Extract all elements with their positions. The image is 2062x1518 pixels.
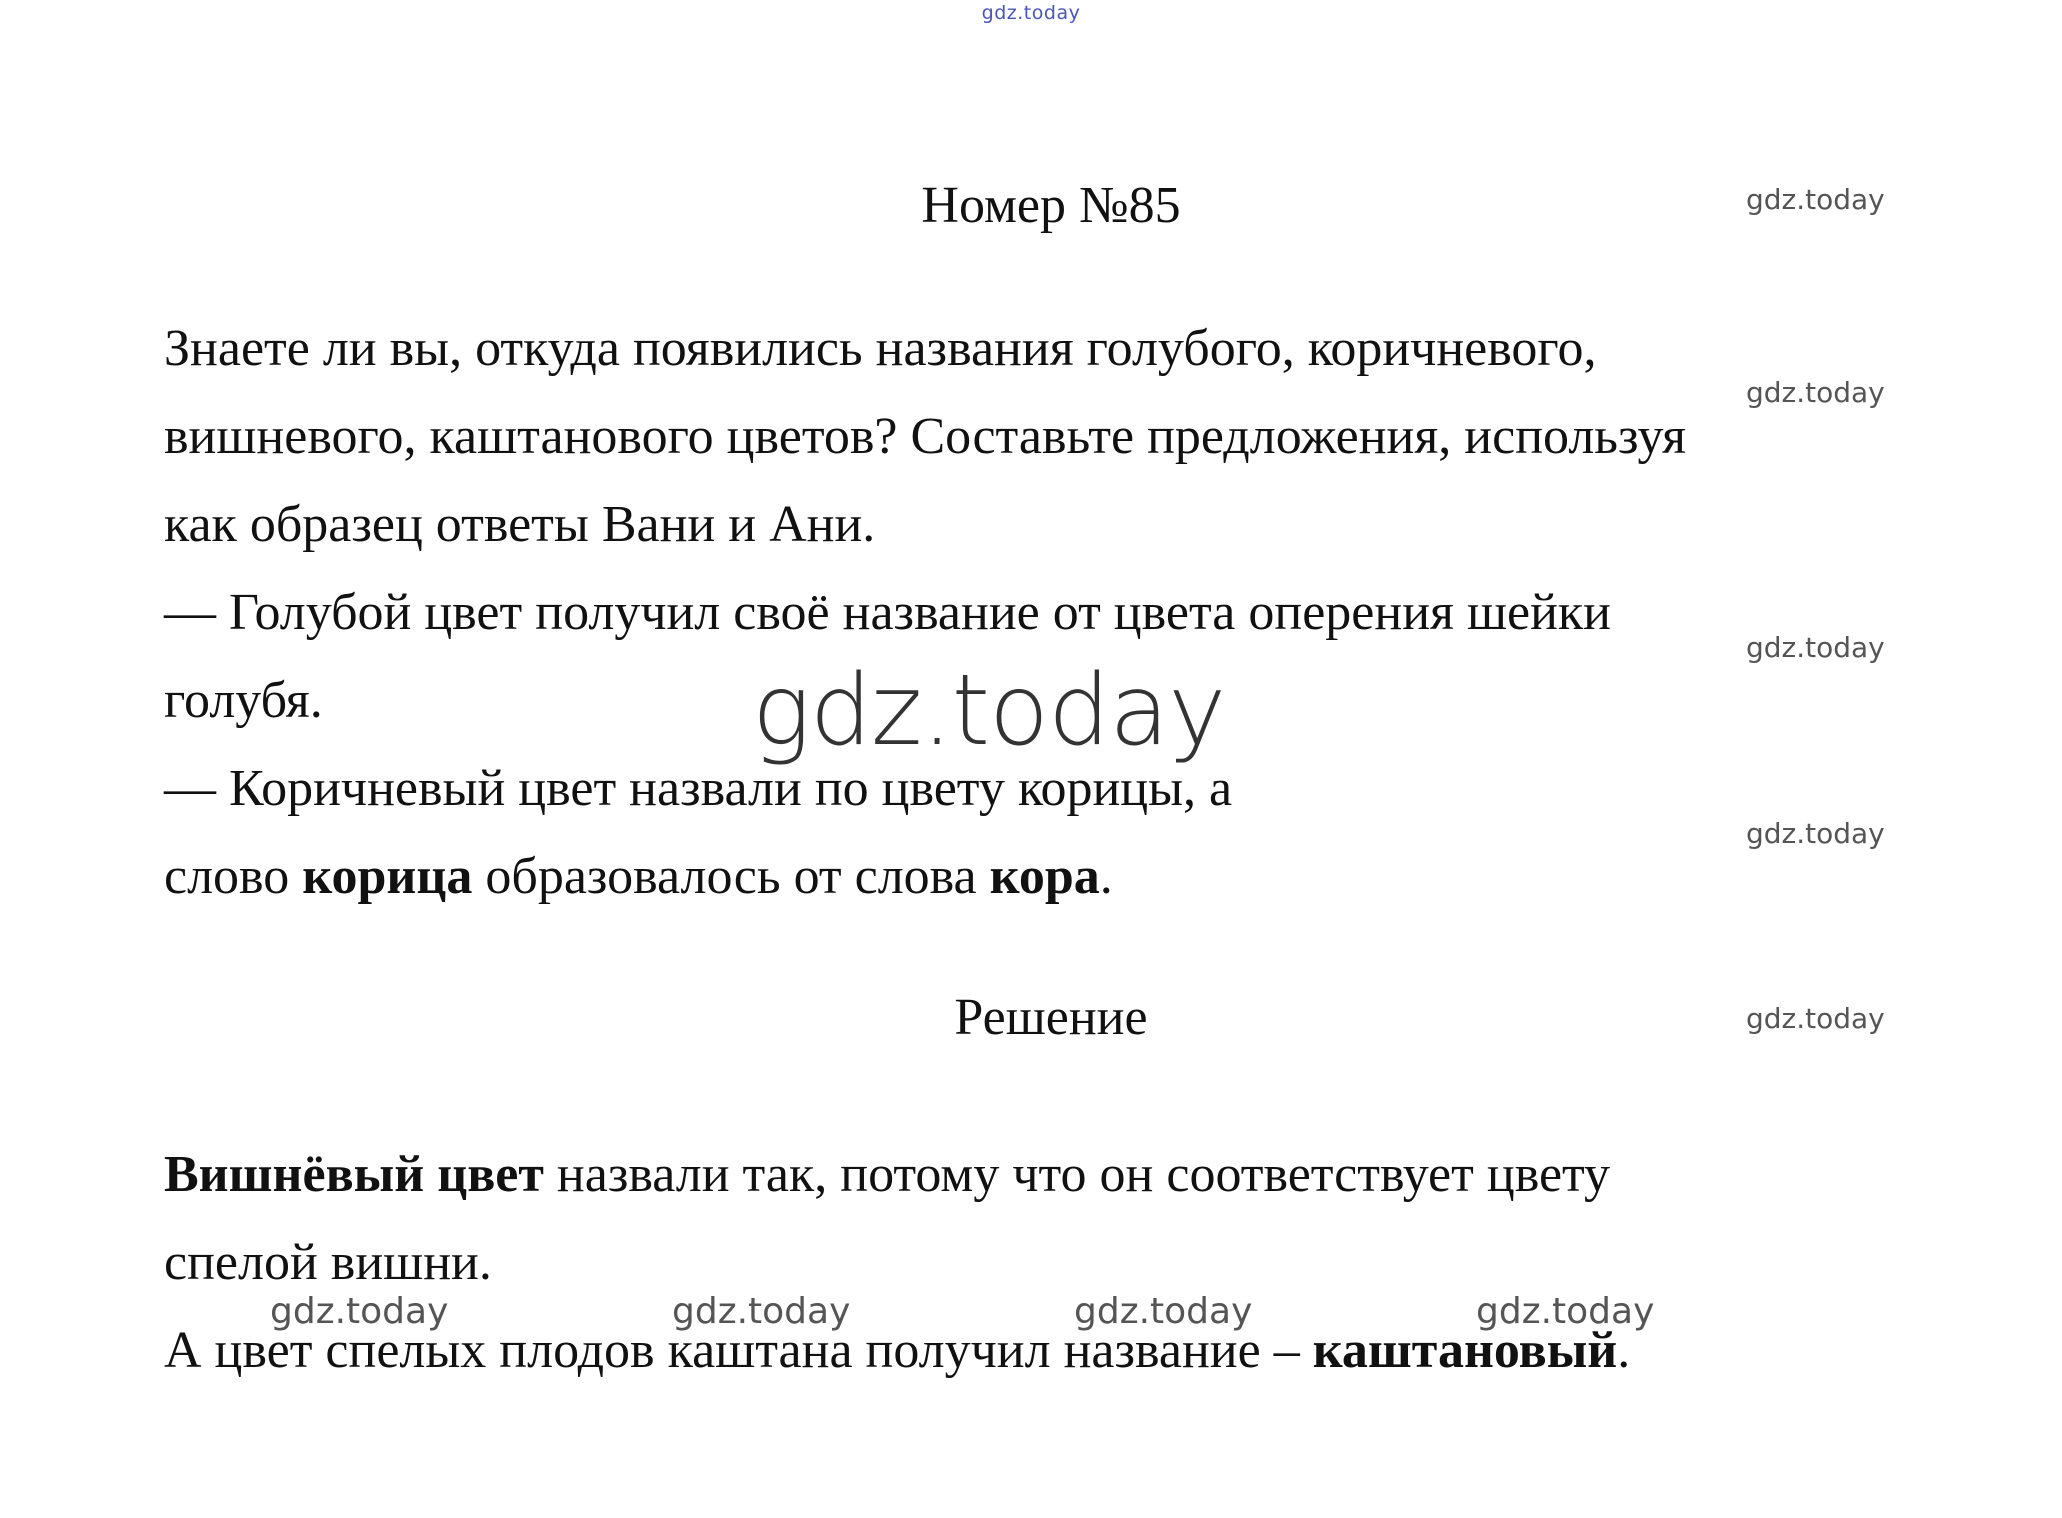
text-fragment: слово <box>164 848 303 905</box>
text-fragment: . <box>1617 1322 1631 1379</box>
task-line <box>164 848 1113 905</box>
text-fragment: . <box>1099 848 1113 905</box>
center-watermark: gdz.today <box>752 654 1226 768</box>
watermark-label: gdz.today <box>1746 183 1885 216</box>
watermark-label: gdz.today <box>1746 376 1885 409</box>
bold-phrase: Вишнёвый цвет <box>164 1146 544 1203</box>
task-line: Знаете ли вы, откуда появились названия голубого, коричневого, <box>164 320 1597 377</box>
solution-line <box>164 1322 1631 1379</box>
task-line: как образец ответы Вани и Ани. <box>164 496 876 553</box>
bold-word: кора <box>989 848 1100 905</box>
page-title: Номер №85 <box>921 177 1181 234</box>
watermark-label: gdz.today <box>1746 631 1885 664</box>
task-line: — Голубой цвет получил своё название от цвета оперения шейки <box>164 584 1611 641</box>
watermark-label: gdz.today <box>1074 1291 1253 1332</box>
watermark-label: gdz.today <box>1746 1002 1885 1035</box>
watermark-label: gdz.today <box>1476 1291 1655 1332</box>
task-line: вишневого, каштанового цветов? Составьте предложения, используя <box>164 408 1687 465</box>
text-fragment: образовалось от слова <box>472 848 990 905</box>
watermark-label: gdz.today <box>270 1291 449 1332</box>
task-line: голубя. <box>164 672 323 729</box>
solution-line <box>164 1146 1611 1203</box>
bold-word: корица <box>302 848 473 905</box>
bold-word: каштановый <box>1312 1322 1618 1379</box>
text-fragment: назвали так, потому что он соответствует цвету <box>543 1146 1611 1203</box>
watermark-label: gdz.today <box>672 1291 851 1332</box>
watermark-label: gdz.today <box>1746 817 1885 850</box>
top-watermark: gdz.today <box>981 2 1081 24</box>
text-fragment: А цвет спелых плодов каштана получил название – <box>164 1322 1313 1379</box>
task-line: — Коричневый цвет назвали по цвету корицы, а <box>164 760 1233 817</box>
solution-line: спелой вишни. <box>164 1234 492 1291</box>
solution-title: Решение <box>954 989 1148 1046</box>
